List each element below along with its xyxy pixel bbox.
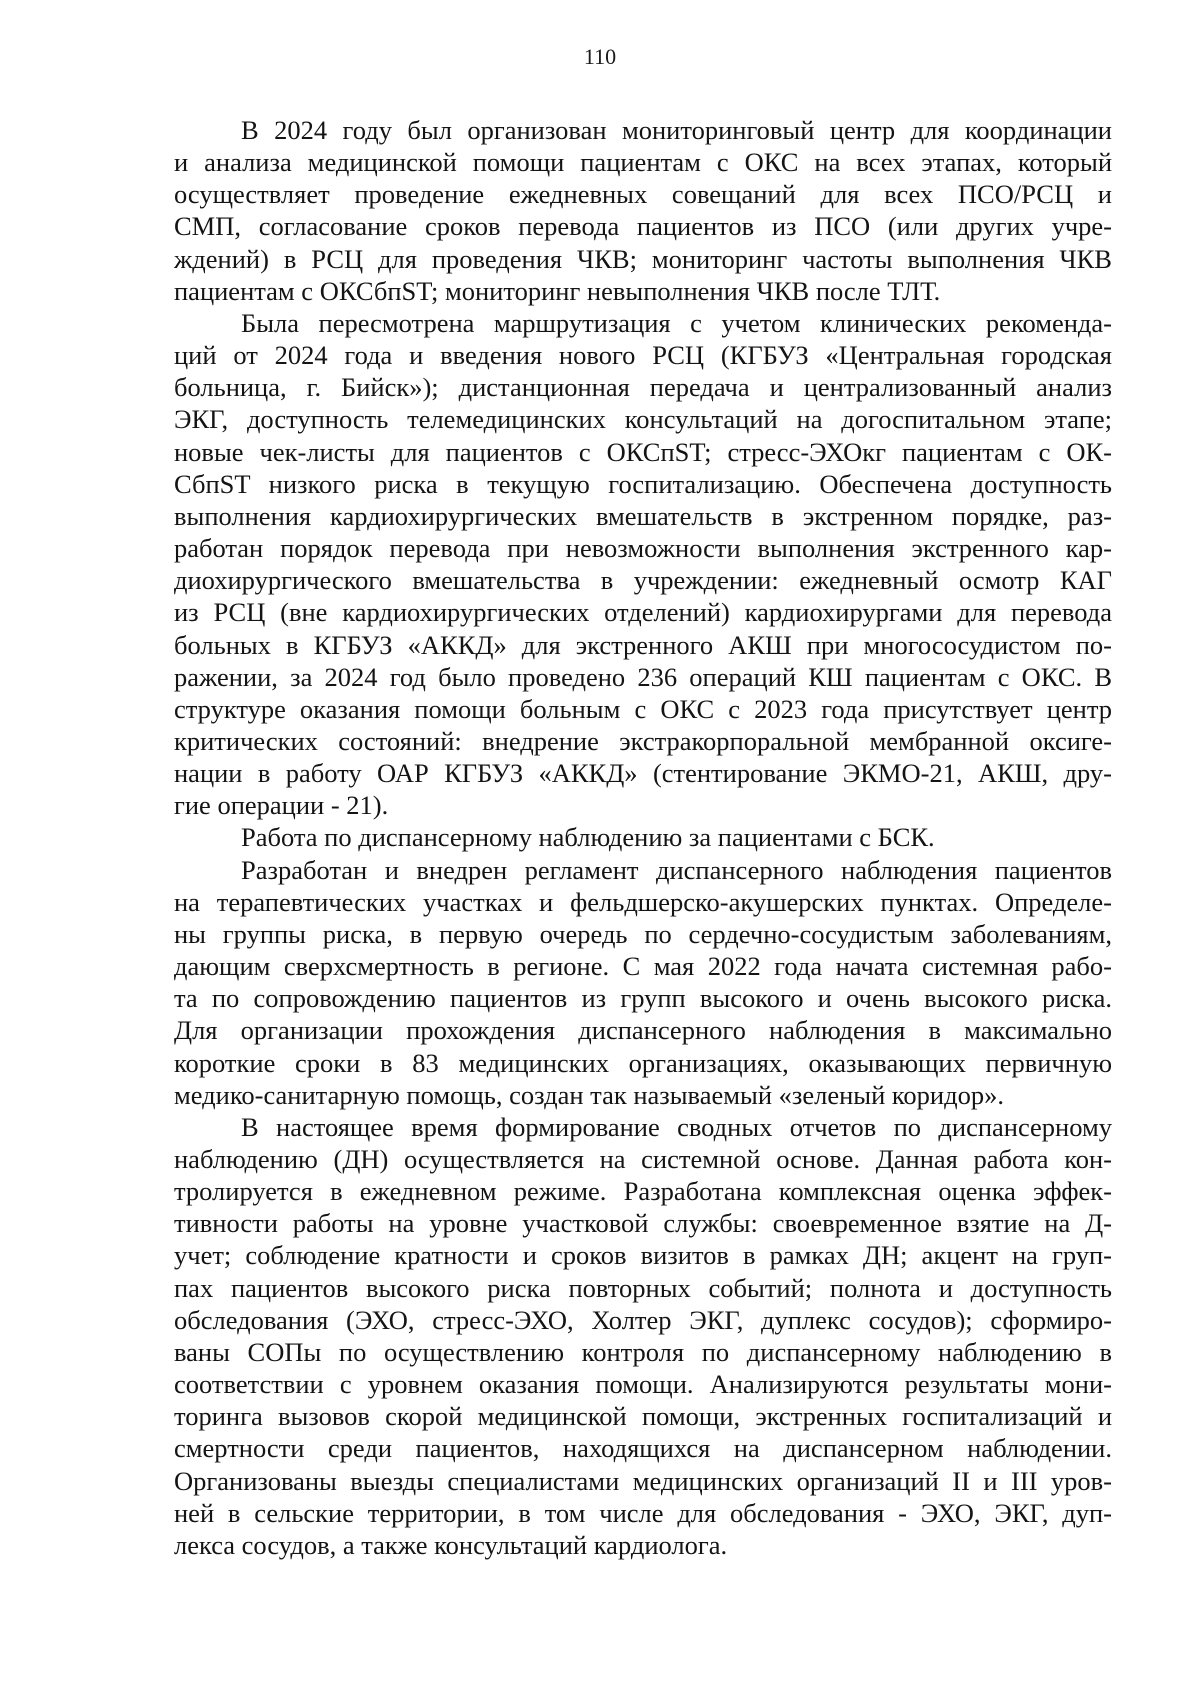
text-line: торинга вызовов скорой медицинской помощи, экстренных госпитализаций и	[174, 1401, 1112, 1432]
text-line: учет; соблюдение кратности и сроков визитов в рамках ДН; акцент на груп-	[174, 1240, 1112, 1271]
text-line: Разработан и внедрен регламент диспансерного наблюдения пациентов	[241, 854, 1112, 885]
text-line: тролируется в ежедневном режиме. Разработана комплексная оценка эффек-	[174, 1176, 1112, 1207]
text-line: СбпST низкого риска в текущую госпитализацию. Обеспечена доступность	[174, 468, 1112, 499]
text-line: Организованы выезды специалистами медицинских организаций II и III уров-	[174, 1465, 1112, 1496]
text-line: СМП, согласование сроков перевода пациентов из ПСО (или других учре-	[174, 211, 1112, 242]
paragraph-p4	[174, 854, 1112, 1111]
text-line: медико-санитарную помощь, создан так называемый «зеленый коридор».	[174, 1079, 1004, 1110]
text-line: из РСЦ (вне кардиохирургических отделений) кардиохирургами для перевода	[174, 597, 1112, 628]
text-line: Для организации прохождения диспансерного наблюдения в максимально	[174, 1015, 1112, 1046]
text-line: соответствии с уровнем оказания помощи. Анализируются результаты мони-	[174, 1369, 1112, 1400]
text-line: смертности среди пациентов, находящихся на диспансерном наблюдении.	[174, 1433, 1112, 1464]
text-line: больных в КГБУЗ «АККД» для экстренного АКШ при многососудистом по-	[174, 629, 1112, 660]
text-line: на терапевтических участках и фельдшерско-акушерских пунктах. Определе-	[174, 886, 1112, 917]
text-line: ЭКГ, доступность телемедицинских консультаций на догоспитальном этапе;	[174, 404, 1112, 435]
text-line: обследования (ЭХО, стресс-ЭХО, Холтер ЭКГ, дуплекс сосудов); сформиро-	[174, 1304, 1112, 1335]
text-line: гие операции - 21).	[174, 790, 389, 821]
text-line: ней в сельские территории, в том числе для обследования - ЭХО, ЭКГ, дуп-	[174, 1497, 1112, 1528]
page-number: 110	[583, 44, 617, 69]
text-line: ны группы риска, в первую очередь по сердечно-сосудистым заболеваниям,	[174, 918, 1112, 949]
text-line: Работа по диспансерному наблюдению за пациентами с БСК.	[241, 822, 935, 853]
text-line: тивности работы на уровне участковой службы: своевременное взятие на Д-	[174, 1208, 1112, 1239]
text-line: лекса сосудов, а также консультаций кардиолога.	[174, 1529, 728, 1560]
text-line: ждений) в РСЦ для проведения ЧКВ; мониторинг частоты выполнения ЧКВ	[174, 243, 1112, 274]
text-line: ций от 2024 года и введения нового РСЦ (КГБУЗ «Центральная городская	[174, 340, 1112, 371]
text-line: критических состояний: внедрение экстракорпоральной мембранной оксиге-	[174, 725, 1112, 756]
text-line: работан порядок перевода при невозможности выполнения экстренного кар-	[174, 533, 1112, 564]
paragraph-p2	[174, 307, 1112, 822]
paragraph-p5	[174, 1111, 1112, 1561]
paragraph-p3	[174, 821, 1112, 853]
text-line: Была пересмотрена маршрутизация с учетом клинических рекоменда-	[241, 307, 1112, 338]
text-line: пах пациентов высокого риска повторных событий; полнота и доступность	[174, 1272, 1112, 1303]
text-line: ражении, за 2024 год было проведено 236 операций КШ пациентам с ОКС. В	[174, 661, 1112, 692]
text-line: В 2024 году был организован мониторинговый центр для координации	[241, 115, 1112, 145]
text-line: нации в работу ОАР КГБУЗ «АККД» (стентирование ЭКМО-21, АКШ, дру-	[174, 758, 1112, 789]
text-line: ваны СОПы по осуществлению контроля по диспансерному наблюдению в	[174, 1336, 1112, 1367]
text-line: В настоящее время формирование сводных отчетов по диспансерному	[241, 1111, 1112, 1142]
text-line: структуре оказания помощи больным с ОКС с 2023 года присутствует центр	[174, 693, 1112, 724]
text-line: и анализа медицинской помощи пациентам с ОКС на всех этапах, который	[174, 147, 1112, 178]
text-line: выполнения кардиохирургических вмешательств в экстренном порядке, раз-	[174, 500, 1112, 531]
text-line: та по сопровождению пациентов из групп высокого и очень высокого риска.	[174, 983, 1112, 1014]
text-line: больница, г. Бийск»); дистанционная передача и централизованный анализ	[174, 372, 1112, 403]
text-line: диохирургического вмешательства в учреждении: ежедневный осмотр КАГ	[174, 565, 1112, 596]
document-body	[174, 114, 1112, 1561]
text-line: пациентам с ОКСбпST; мониторинг невыполнения ЧКВ после ТЛТ.	[174, 275, 941, 306]
text-line: дающим сверхсмертность в регионе. С мая 2022 года начата системная рабо-	[174, 951, 1112, 982]
text-line: новые чек-листы для пациентов с ОКСпST; стресс-ЭХОкг пациентам с ОК-	[174, 436, 1112, 467]
paragraph-p1	[174, 114, 1112, 307]
text-line: наблюдению (ДН) осуществляется на системной основе. Данная работа кон-	[174, 1144, 1112, 1174]
text-line: осуществляет проведение ежедневных совещаний для всех ПСО/РСЦ и	[174, 179, 1112, 210]
text-line: короткие сроки в 83 медицинских организациях, оказывающих первичную	[174, 1047, 1112, 1078]
